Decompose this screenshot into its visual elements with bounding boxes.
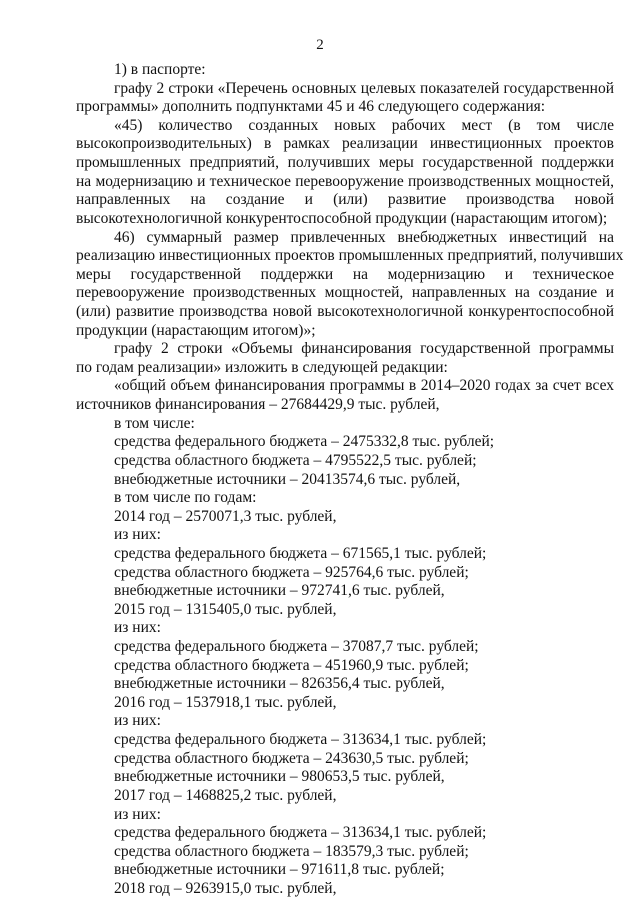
paragraph-line: (или) развитие производства новой высокотехнологичной конкурентоспособной xyxy=(76,303,614,320)
paragraph-line: источников финансирования – 27684429,9 тыс. рублей, xyxy=(76,396,440,413)
paragraph-line: средства федерального бюджета – 37087,7 тыс. рублей; xyxy=(114,638,479,655)
paragraph-line: в том числе: xyxy=(114,415,195,432)
paragraph-line: средства федерального бюджета – 313634,1 тыс. рублей; xyxy=(114,824,487,841)
paragraph-line: промышленных предприятий, получивших меры государственной поддержки xyxy=(76,154,614,171)
page-number: 2 xyxy=(316,37,324,53)
paragraph-line: в том числе по годам: xyxy=(114,489,257,506)
paragraph-line: из них: xyxy=(114,712,161,729)
paragraph-line: реализацию инвестиционных проектов промышленных предприятий, получивших xyxy=(76,247,624,264)
paragraph-line: 46) суммарный размер привлеченных внебюджетных инвестиций на xyxy=(114,229,614,246)
paragraph-line: внебюджетные источники – 980653,5 тыс. рублей, xyxy=(114,768,445,785)
paragraph-line: высокопроизводительных) в рамках реализации инвестиционных проектов xyxy=(76,135,614,152)
paragraph-line: 2014 год – 2570071,3 тыс. рублей, xyxy=(114,508,337,525)
paragraph-line: продукции (нарастающим итогом)»; xyxy=(76,322,316,339)
paragraph-line: внебюджетные источники – 971611,8 тыс. рублей; xyxy=(114,861,445,878)
paragraph-line: направленных на создание и (или) развитие производства новой xyxy=(76,191,614,208)
paragraph-line: «общий объем финансирования программы в 2014–2020 годах за счет всех xyxy=(114,377,614,394)
paragraph-line: внебюджетные источники – 826356,4 тыс. рублей, xyxy=(114,675,445,692)
paragraph-line: 2016 год – 1537918,1 тыс. рублей, xyxy=(114,694,337,711)
paragraph-line: 2017 год – 1468825,2 тыс. рублей, xyxy=(114,787,337,804)
paragraph-line: средства федерального бюджета – 671565,1 тыс. рублей; xyxy=(114,545,487,562)
paragraph-line: 2015 год – 1315405,0 тыс. рублей, xyxy=(114,601,337,618)
paragraph-line: из них: xyxy=(114,806,161,823)
paragraph-line: средства федерального бюджета – 2475332,8 тыс. рублей; xyxy=(114,433,495,450)
paragraph-line: 1) в паспорте: xyxy=(114,61,206,78)
paragraph-line: внебюджетные источники – 20413574,6 тыс. рублей, xyxy=(114,471,461,488)
paragraph-line: из них: xyxy=(114,526,161,543)
paragraph-line: на модернизацию и техническое перевооружение производственных мощностей, xyxy=(76,173,614,190)
paragraph-line: из них: xyxy=(114,619,161,636)
paragraph-line: средства областного бюджета – 4795522,5 тыс. рублей; xyxy=(114,452,477,469)
paragraph-line: графу 2 строки «Перечень основных целевых показателей государственной xyxy=(114,80,614,97)
paragraph-line: графу 2 строки «Объемы финансирования государственной программы xyxy=(114,340,614,357)
paragraph-line: внебюджетные источники – 972741,6 тыс. рублей, xyxy=(114,582,445,599)
paragraph-line: средства областного бюджета – 243630,5 тыс. рублей; xyxy=(114,750,469,767)
paragraph-line: меры государственной поддержки на модернизацию и техническое xyxy=(76,266,614,283)
paragraph-line: «45) количество созданных новых рабочих мест (в том числе xyxy=(114,117,614,134)
paragraph-line: программы» дополнить подпунктами 45 и 46 следующего содержания: xyxy=(76,98,546,115)
paragraph-line: перевооружение производственных мощностей, направленных на создание и xyxy=(76,284,614,301)
paragraph-line: средства областного бюджета – 925764,6 тыс. рублей; xyxy=(114,564,469,581)
paragraph-line: средства федерального бюджета – 313634,1 тыс. рублей; xyxy=(114,731,487,748)
paragraph-line: 2018 год – 9263915,0 тыс. рублей, xyxy=(114,880,337,897)
paragraph-line: высокотехнологичной конкурентоспособной продукции (нарастающим итогом); xyxy=(76,210,608,227)
paragraph-line: средства областного бюджета – 183579,3 тыс. рублей; xyxy=(114,843,469,860)
paragraph-line: средства областного бюджета – 451960,9 тыс. рублей; xyxy=(114,657,469,674)
paragraph-line: по годам реализации» изложить в следующей редакции: xyxy=(76,359,448,376)
